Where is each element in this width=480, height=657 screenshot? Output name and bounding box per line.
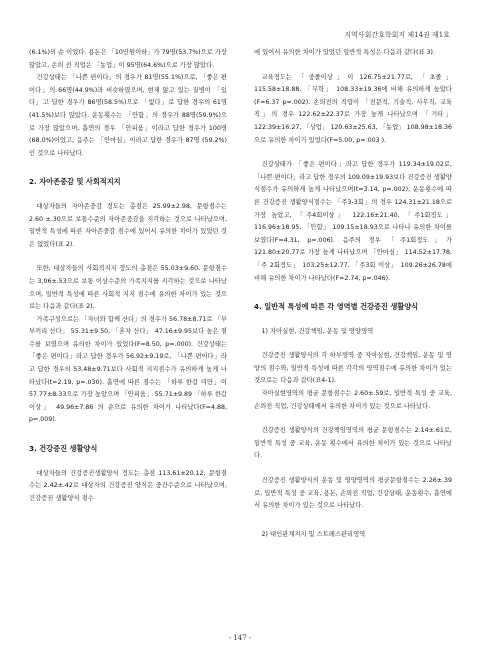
- paragraph: 대상자들의 자아존중감 정도는 총점은 25.99±2.98, 문항점수는 2.60 ±.30으로 보통수준의 자아존중감을 지각하는 것으로 나타났으며, 일반적 특성에 따른 자아존중감 점수에 있어서 유의한 차이가 있었던 것은 없었다(표 2).: [29, 202, 227, 248]
- section-heading: 4. 일반적 특성에 따른 각 영역별 건강증진 생활양식: [254, 302, 419, 312]
- subsection-heading: 1) 자아실현, 건강책임, 운동 및 영양영역: [261, 327, 374, 335]
- paragraph: (6.1%)의 순 이었다. 용돈은 「10만원이하」가 79명(53.7%)으로 가장 많았고, 손뢰 전 직업은 「농업」이 95명(64.6%)으로 가장 많았다.: [29, 49, 227, 69]
- running-head: 지역사회간호학회지 제14권 제1호: [344, 31, 450, 39]
- subsection-heading: 2) 대인관계지지 및 스트레스관리영역: [261, 530, 366, 538]
- paragraph: 에 있어서 유의한 차이가 있었던 일반적 특성은 다음과 같다(표 3).: [254, 49, 436, 56]
- paragraph: 건강증진 생활양식의 건강책임영역의 평균 문항점수는 2.14±.61로, 일반적 특성 중 교육, 운동 횟수에서 유의한 차이가 있는 것으로 나타났다.: [254, 427, 452, 460]
- right-column: [254, 47, 452, 541]
- paragraph: 교육정도는 「중졸이상」이 126.75±21.77로, 「초졸」 115.58±18.88, 「무학」 108.33±19.36에 비해 유의하게 높았다(F=6.37 p=.002). 손뢰전의 직업이 「전문직, 기술직, 사무직, 교육직」의 경우 122.62±22.37로 가장 높게 나타났으며 「기타」 122.39±16.27, 「상업」 120.63±25.63, 「농업」 108.98±18.36으로 유의한 차이가 있었다(F=5.00, p=.003 ).: [254, 73, 452, 144]
- section-heading: 3. 건강증진 생활양식: [29, 444, 98, 454]
- paragraph: 건강증진 생활양식의 각 하부영역 중 자아실현, 건강책임, 운동 및 영양의 점수와, 일반적 특성에 따른 각각의 영역점수에 유의한 차이가 있는 것으로는 다음과 같다(표4-1).: [254, 352, 452, 385]
- paragraph: 자아실현영역의 평균 문항점수는 2.60±.59로, 일반적 특성 중 교육, 손뢰전 직업, 건강상태에서 유의한 차이가 있는 것으로 나타났다.: [254, 390, 452, 410]
- paragraph: 대상자들의 건강증진생활양식 정도는 총점 113.61±20.12, 문항점수는 2.42±.42로 대상자의 건강증진 양식은 중간수준으로 나타났으며, 건강증진 생활양식 점수: [29, 469, 227, 502]
- paragraph: 건강상태가 「좋은 편이다」라고 답한 경우가 119.34±19.02로, 「나쁜 편이다」라고 답한 경우의 109.09±19.93보다 건강증진 생활양식점수가 유의하게 높게 나타났으며(t=3.14, p=.002), 운동횟수에 따른 건강증진 생활양식점수는 「주3-3회」의 경우 124.31±21.18으로 가장 높았고, 「주4회이상」 122.16±21.40, 「주1회정도」 116.96±18.95, 「안함」 109.15±18.93으로 나타나 유의한 차이를 보였다(F=4.31, p=.006). 음주의 경우 「주1회정도」가 121.80±20.77로 가장 높게 나타났으며 「안마심」 114.52±17.78, 「주 2회정도」 103.25±12.77, 「주3회 이상」 109.26±26.78에 비해 유의한 차이가 나타났다(F=2.74, p=.046).: [254, 161, 452, 282]
- paragraph: 건강상태는 「나쁜 편이다」의 경우가 81명(55.1%)으로, 「좋은 편이다」의 66명(44.9%)과 비슷하였으며, 현재 앓고 있는 질병이 「있다」고 답한 경우가 86명(58.5%)으로 「없다」로 답한 경우의 61명(41.5%)보다 많았다. 운동횟수는 「안함」의 경우가 88명(59.9%)으로 가장 많았으며, 흡연의 경우 「안피움」이라고 답한 경우가 100명(68.0%)이었고, 음주는 「안마심」이라고 답한 경우가 87명 (59.2%)인 것으로 나타났다.: [29, 74, 227, 157]
- section-heading: 2. 자아존중감 및 사회적지지: [29, 177, 121, 187]
- paragraph: 가족구성으로는 「자녀와 함께 산다」의 경우가 56.78±8.71로 「부부끼리 산다」 55.31±9.50, 「혼자 산다」 47.16±9.95보다 높은 점수를 보였으며 유의한 차이가 있었다(F=8.50, p=.000). 건강상태는 「좋은 편이다」라고 답한 경우가 56.92±9.19로, 「나쁜 편이다」라고 답한 경우의 53.48±9.71보다 사회적 지지점수가 유의하게 높게 나타났다(t=2.19, p=.030). 흡연에 따른 점수는 「하루 한갑 미만」이 57.77±8.33으로 가장 높았으며 「안피움」 55.71±9.89 「하루 한갑 이상」 49.96±7.86 의 순으로 유의한 차이가 나타났다(F=4.88, p=.009).: [29, 315, 227, 424]
- paragraph: 또한, 대상자들의 사회적지지 정도의 총점은 55.03±9.60, 문항점수는 3.06±.53으로 보통 이상수준의 가족지지를 지각하는 것으로 나타났으며, 일반적 특성에 따른 사회적 지지 점수에 유의한 차이가 있는 것으로는 다음과 같다(표 2).: [29, 265, 227, 311]
- paragraph: 건강증진 생활양식의 운동 및 영양영역의 평균문항점수는 2.26±.39로, 일반적 특성 중 교육, 용돈, 손뢰전 직업, 건강상태, 운동횟수, 흡연에서 유의한 차이가 있는 것으로 나타났다.: [254, 477, 452, 510]
- left-column: [29, 47, 227, 505]
- page-number: - 147 -: [228, 634, 252, 642]
